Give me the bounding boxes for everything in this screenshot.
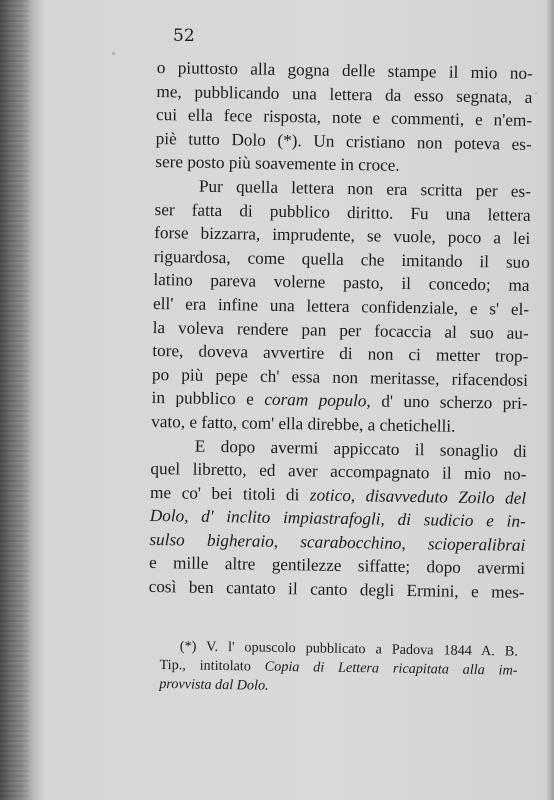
- text-line: E dopo avermi appiccato il sonaglio di: [194, 436, 527, 461]
- text-line: me co' bei titoli di zotico, disavveduto Zoilo del: [149, 482, 527, 508]
- text-line: ell' era infine una lettera confidenziale, e s' el-: [152, 293, 530, 319]
- print-speck: [112, 52, 115, 55]
- footnote-line: provvista dal Dolo.: [159, 675, 269, 694]
- text-line: sulso bigheraio, scarabocchino, scioperalibrai: [149, 529, 526, 555]
- text-line: quel libretto, ed aver accompagnato il mio no-: [150, 459, 527, 484]
- text-line: riguardosa, come quella che imitando il suo: [153, 246, 530, 272]
- text-line: Dolo, d' inclito impiastrafogli, di sudicio e in-: [149, 506, 526, 532]
- body-text: [148, 56, 532, 604]
- text-line: così ben cantato il canto degli Ermini, e mes-: [148, 576, 525, 602]
- text-line: ser fatta di pubblico diritto. Fu una lettera: [154, 199, 531, 225]
- text-line: sere posto più soavemente in croce.: [155, 152, 400, 176]
- text-line: tore, doveva avvertire di non ci metter trop-: [152, 341, 529, 366]
- text-line: o piuttosto alla gogna delle stampe il mio no-: [156, 57, 533, 83]
- text-line: Pur quella lettera non era scritta per es-: [198, 176, 532, 201]
- page-edge-shadow: [546, 0, 554, 800]
- text-line: cui ella fece risposta, note e commenti, e n'em-: [155, 105, 533, 131]
- text-line: po più pepe ch' essa non meritasse, rifacendosi: [151, 364, 529, 390]
- text-line: me, pubblicando una lettera da esso segnata, a: [156, 81, 533, 107]
- footnote-line: Tip., intitolato Copia di Lettera ricapitata alla im-: [159, 656, 518, 679]
- text-line: vato, e fatto, com' ella direbbe, a chetichelli.: [151, 411, 456, 436]
- text-line: forse bizzarra, imprudente, se vuole, poco a lei: [154, 223, 531, 249]
- text-line: piè tutto Dolo (*). Un cristiano non poteva es-: [155, 128, 532, 154]
- text-line: in pubblico e coram populo, d' uno scherzo pri-: [151, 388, 528, 414]
- book-gutter: [0, 0, 30, 800]
- text-line: e mille altre gentilezze siffatte; dopo avermi: [148, 553, 526, 579]
- footnote: [159, 637, 518, 700]
- print-speck: [535, 92, 537, 94]
- text-line: la voleva rendere pan per focaccia al suo au-: [152, 317, 529, 343]
- text-line: latino pareva volerne pasto, il concedo; ma: [153, 270, 530, 296]
- page-number: 52: [173, 26, 195, 46]
- footnote-line: (*) V. l' opuscolo pubblicato a Padova 1844 A. B.: [179, 638, 518, 660]
